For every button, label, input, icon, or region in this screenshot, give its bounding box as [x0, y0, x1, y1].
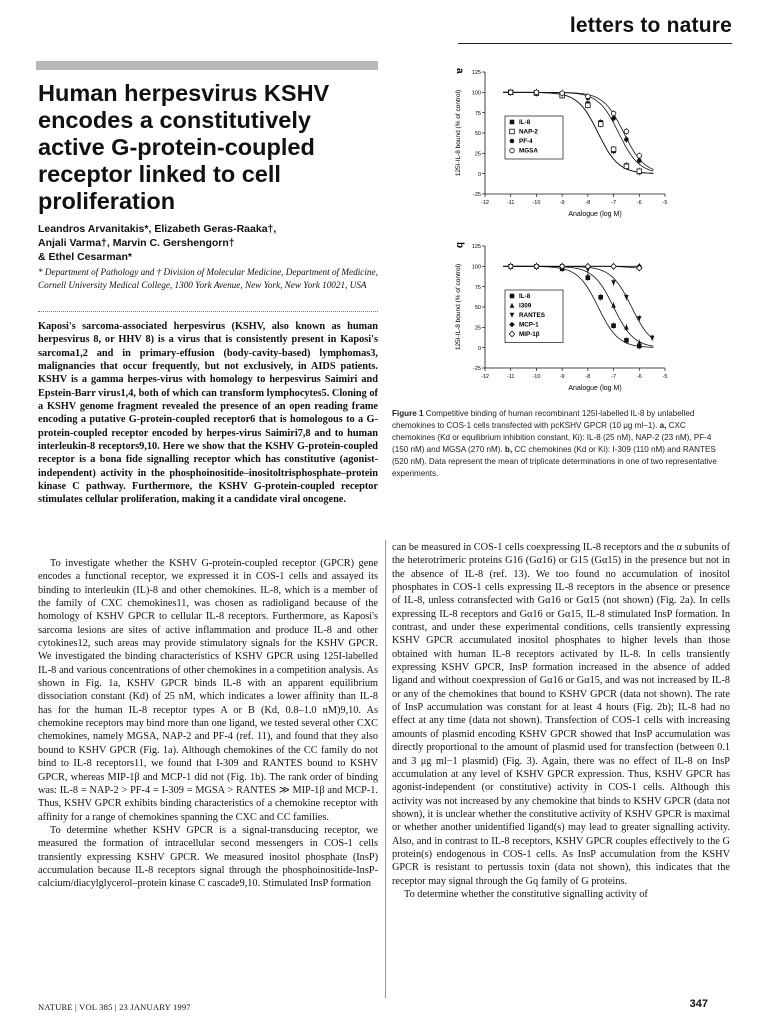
page-number: 347 [689, 998, 708, 1010]
legend-entry: PF-4 [519, 138, 533, 145]
y-tick-label: 125 [471, 244, 481, 251]
authors-line-2: Anjali Varma†, Marvin C. Gershengorn† [38, 237, 235, 249]
dotted-rule [38, 311, 378, 312]
article-title: Human herpesvirus KSHV encodes a constitutively active G-protein-coupled receptor linked to cell proliferation [38, 80, 330, 214]
marker-open-diamond [611, 264, 617, 270]
legend-entry: MCP-1 [519, 321, 539, 329]
x-tick-label: -10 [532, 200, 541, 206]
body-column-left [38, 557, 378, 891]
marker-square [624, 338, 629, 343]
marker-open-square [637, 169, 642, 174]
y-tick-label: 0 [477, 345, 481, 352]
marker-down-triangle [611, 280, 616, 285]
x-tick-label: -7 [611, 374, 617, 380]
x-tick-label: -8 [585, 200, 591, 206]
figure-1b [440, 232, 700, 402]
section-header: letters to nature [569, 14, 732, 37]
marker-circle [510, 139, 515, 144]
y-tick-label: 50 [474, 131, 481, 138]
x-tick-label: -8 [585, 374, 591, 380]
affiliation: * Department of Pathology and † Division of Molecular Medicine, Department of Medicine, Cornell University Medical College, 1300 York Avenue, New York, New York 10021, USA [38, 267, 378, 290]
panel-label: b [454, 242, 465, 249]
marker-open-circle [586, 94, 591, 99]
header-rule [458, 43, 732, 44]
legend-entry: MIP-1β [519, 331, 540, 338]
marker-open-diamond [585, 264, 591, 270]
legend-entry: NAP-2 [519, 128, 538, 136]
journal-footer: NATURE | VOL 385 | 23 JANUARY 1997 [38, 1002, 191, 1012]
x-tick-label: -9 [559, 200, 565, 206]
title-gray-bar [36, 61, 378, 70]
figure-1a [440, 58, 700, 228]
chart-a [454, 68, 667, 218]
body-paragraph: To determine whether the constitutive signalling activity of [404, 888, 648, 900]
chart-b-svg [440, 232, 700, 402]
marker-open-circle [611, 111, 616, 116]
legend-entry: RANTES [519, 312, 545, 319]
marker-open-square [611, 147, 616, 152]
y-tick-label: 75 [474, 284, 481, 291]
caption-b-label: b, [504, 445, 513, 454]
y-tick-label: 25 [474, 151, 481, 158]
x-tick-label: -9 [559, 374, 565, 380]
y-axis-label: 125I-IL-8 bound (% of control) [455, 263, 462, 351]
y-tick-label: 125 [471, 70, 481, 77]
legend-entry: MGSA [519, 147, 538, 155]
caption-a-label: a, [659, 421, 667, 430]
body-paragraph: can be measured in COS-1 cells coexpressing IL-8 receptors and the α subunits of the heterotrimeric proteins G16 (Gα16) or G15 (Gα15) in the presence but not in the absence of IL-8 (ref. 13). We too found no accumulation of inositol phosphates in COS-1 cells expressing IL-8 receptors in the absence or presence of IL-8, unless cotransfected with Gα16 or Gα15 (not shown) (Fig. 2a). In cells expressing IL-8 receptors and Gα16 or Gα15, IL-8 stimulated InsP formation. In contrast, and under these experimental conditions, cells transiently expressing KSHV GPCR accumulated inositol phosphates to higher levels than those obtained with human IL-8 receptors activated by IL-8. In cells transiently expressing KSHV GPCR, InsP formation increased in the absence of added ligand and without coexpression of Gα16 or Gα15, and was not increased by IL-8 or any of the chemokines that bound to KSHV GPCR (data not shown). The rate of InsP accumulation was constant for at least 4 hours (Fig. 2b); IL-8 had no effect at any time (data not shown). Transfection of COS-1 cells with increasing amounts of plasmid encoding KSHV GPCR showed that InsP accumulation was directly proportional to the amount of plasmid used for transfection (between 0.1 and 3 μg ml−1 plasmid) (Fig. 3). Again, there was no effect of IL-8 on InsP accumulation at any level of KSHV GPCR expression. Thus, KSHV GPCR has agonist-independent (or constitutive) activity in COS-1 cells. Although this activity was not increased by any chemokine that binds to KSHV GPCR (data not shown), it is unclear whether the constitutive activity of KSHV GPCR is maximal or whether another unidentified ligand(s) may lead to greater signalling activity. Also, and in contrast to IL-8 receptors, KSHV GPCR couples effectively to the G protein(s) endogenous in COS-1 cells. As InsP accumulation from the KSHV GPCR is resistant to pertussis toxin (data not shown), this indicates that the receptor may signal through the Gq family of G proteins. [392, 542, 730, 887]
marker-open-circle [624, 129, 629, 134]
panel-label: a [454, 68, 465, 74]
legend-entry: I309 [519, 302, 532, 310]
marker-square [510, 294, 515, 299]
caption-b-text: CC chemokines (Kd or Ki): I-309 (110 nM) and RANTES (520 nM). Data represent the mean of triplicate determinations in one of two representative experiments. [392, 445, 717, 478]
marker-open-circle [508, 90, 513, 95]
body-paragraph: To determine whether KSHV GPCR is a signal-transducing receptor, we measured the formation of intracellular second messengers in COS-1 cells transiently expressing KSHV GPCR. We measured inositol phosphate (InsP) accumulation because IL-8 receptors signal through the phosphoinositide-InsP-calcium/diacylglycerol–protein kinase C cascade9,10. Stimulated InsP formation [38, 824, 378, 890]
caption-a-text: CXC chemokines (Kd or equilibrium inhibition constant, Ki): IL-8 (25 nM), NAP-2 (23 nM), PF-4 (150 nM) and MGSA (270 nM). [392, 421, 712, 454]
marker-square [611, 323, 616, 328]
x-tick-label: -11 [506, 374, 515, 380]
body-column-right [392, 541, 730, 901]
column-divider [385, 540, 386, 998]
abstract: Kaposi's sarcoma-associated herpesvirus (KSHV, also known as human herpesvirus 8, or HHV 8) is a virus that is consistently present in Kaposi's sarcoma1,2 and in primary-effusion (body-cavity-based) lymphomas3, malignancies that occur frequently, but not exclusively, in AIDS patients. KSHV is a gamma herpes-virus with homology to herpesvirus Saimiri and Epstein-Barr virus1,4, both of which can transform lymphocytes5. Cloning of a KSHV genome fragment revealed the presence of an open reading frame encoding a putative G-protein-coupled receptor6 that is homologous to a G-protein-coupled receptor encoded by herpes-virus Saimiri7,8 and to human interleukin-8 receptors9,10. Here we show that the KSHV G-protein-coupled receptor is a bona fide signalling receptor which has constitutive (agonist-independent) activity in the phosphoinositide–inositoltrisphosphate–protein kinase C pathway. Furthermore, the KSHV G-protein-coupled receptor stimulates cellular proliferation, making it a candidate viral oncogene. [38, 321, 378, 506]
x-tick-label: -11 [506, 200, 515, 206]
x-axis-label: Analogue (log M) [568, 385, 622, 392]
authors-line-3: & Ethel Cesarman* [38, 251, 132, 263]
marker-open-circle [637, 153, 642, 158]
marker-open-circle [534, 90, 539, 95]
caption-text: Competitive binding of human recombinant 125I-labelled IL-8 by unlabelled chemokines to COS-1 cells transfected with pcKSHV GPCR (10 μg ml−1). [392, 409, 695, 430]
marker-square [510, 120, 515, 125]
x-tick-label: -6 [636, 200, 642, 206]
y-tick-label: 75 [474, 110, 481, 117]
y-tick-label: 100 [471, 264, 481, 271]
body-paragraph: To investigate whether the KSHV G-protein-coupled receptor (GPCR) gene encodes a functional receptor, we expressed it in COS-1 cells and assayed its binding to interleukin (IL)-8 and other chemokines. IL-8, which is a member of the family of CXC chemokines11, was chosen as radioligand because of the homology of KSHV GPCR to cellular IL-8 receptors. Furthermore, as Kaposi's sarcoma lesions are sites of active inflammation and produce IL-8 and other cytokines12, such areas may provide stimulatory signals for the KSHV GPCR. We investigated the binding characteristics of KSHV GPCR using 125I-labelled IL-8 and various concentrations of other chemokines in a competition analysis. As shown in Fig. 1a, KSHV GPCR binds IL-8 with an apparent equilibrium dissociation constant (Kd) of 25 nM, which indicates a lower affinity than IL-8 has for the human IL-8 receptor types A or B (Kd, 0.8–1.0 nM)9,10. As chemokine receptors may bind more than one ligand, we tested several other CXC chemokines, namely MGSA, NAP-2 and PF-4 (ref. 11), and found that they also bound to KSHV GPCR (Fig. 1a). Although chemokines of the CC family do not bind to IL-8 receptors11, we found that I-309 and RANTES bound to KSHV GPCR, whereas MIP-1β and MCP-1 did not (Fig. 1b). The rank order of binding was: IL-8 = NAP-2 > PF-4 = I-309 = MGSA > RANTES ≫ MIP-1β and MCP-1. Thus, KSHV GPCR exhibits binding characteristics of a chemokine receptor with affinity for a range of chemokines spanning the CXC and CC families. [38, 558, 378, 823]
y-tick-label: 0 [477, 171, 481, 178]
marker-open-square [624, 164, 629, 169]
legend-entry: IL-8 [519, 119, 531, 126]
marker-down-triangle [650, 336, 655, 341]
x-tick-label: -12 [481, 200, 489, 206]
x-tick-label: -5 [662, 200, 668, 206]
marker-open-circle [560, 91, 565, 96]
authors-line-1: Leandros Arvanitakis*, Elizabeth Geras-Raaka†, [38, 223, 277, 235]
y-tick-label: 50 [474, 305, 481, 312]
marker-open-square [510, 129, 515, 134]
chart-a-svg [440, 58, 700, 228]
figure-label: Figure 1 [392, 409, 424, 418]
authors [38, 222, 378, 264]
y-tick-label: -25 [473, 366, 481, 373]
x-axis-label: Analogue (log M) [568, 211, 622, 218]
y-tick-label: 25 [474, 325, 481, 332]
x-tick-label: -6 [636, 374, 642, 380]
marker-open-square [586, 103, 591, 108]
x-tick-label: -7 [611, 200, 617, 206]
y-tick-label: 100 [471, 90, 481, 97]
marker-square [598, 295, 603, 300]
chart-b [454, 242, 667, 392]
figure-caption [392, 408, 728, 480]
y-axis-label: 125I-IL-8 bound (% of control) [455, 89, 462, 177]
marker-open-square [598, 122, 603, 127]
legend-entry: IL-8 [519, 293, 531, 300]
marker-open-circle [510, 148, 515, 153]
x-tick-label: -12 [481, 374, 489, 380]
x-tick-label: -10 [532, 374, 541, 380]
y-tick-label: -25 [473, 192, 481, 199]
x-tick-label: -5 [662, 374, 668, 380]
